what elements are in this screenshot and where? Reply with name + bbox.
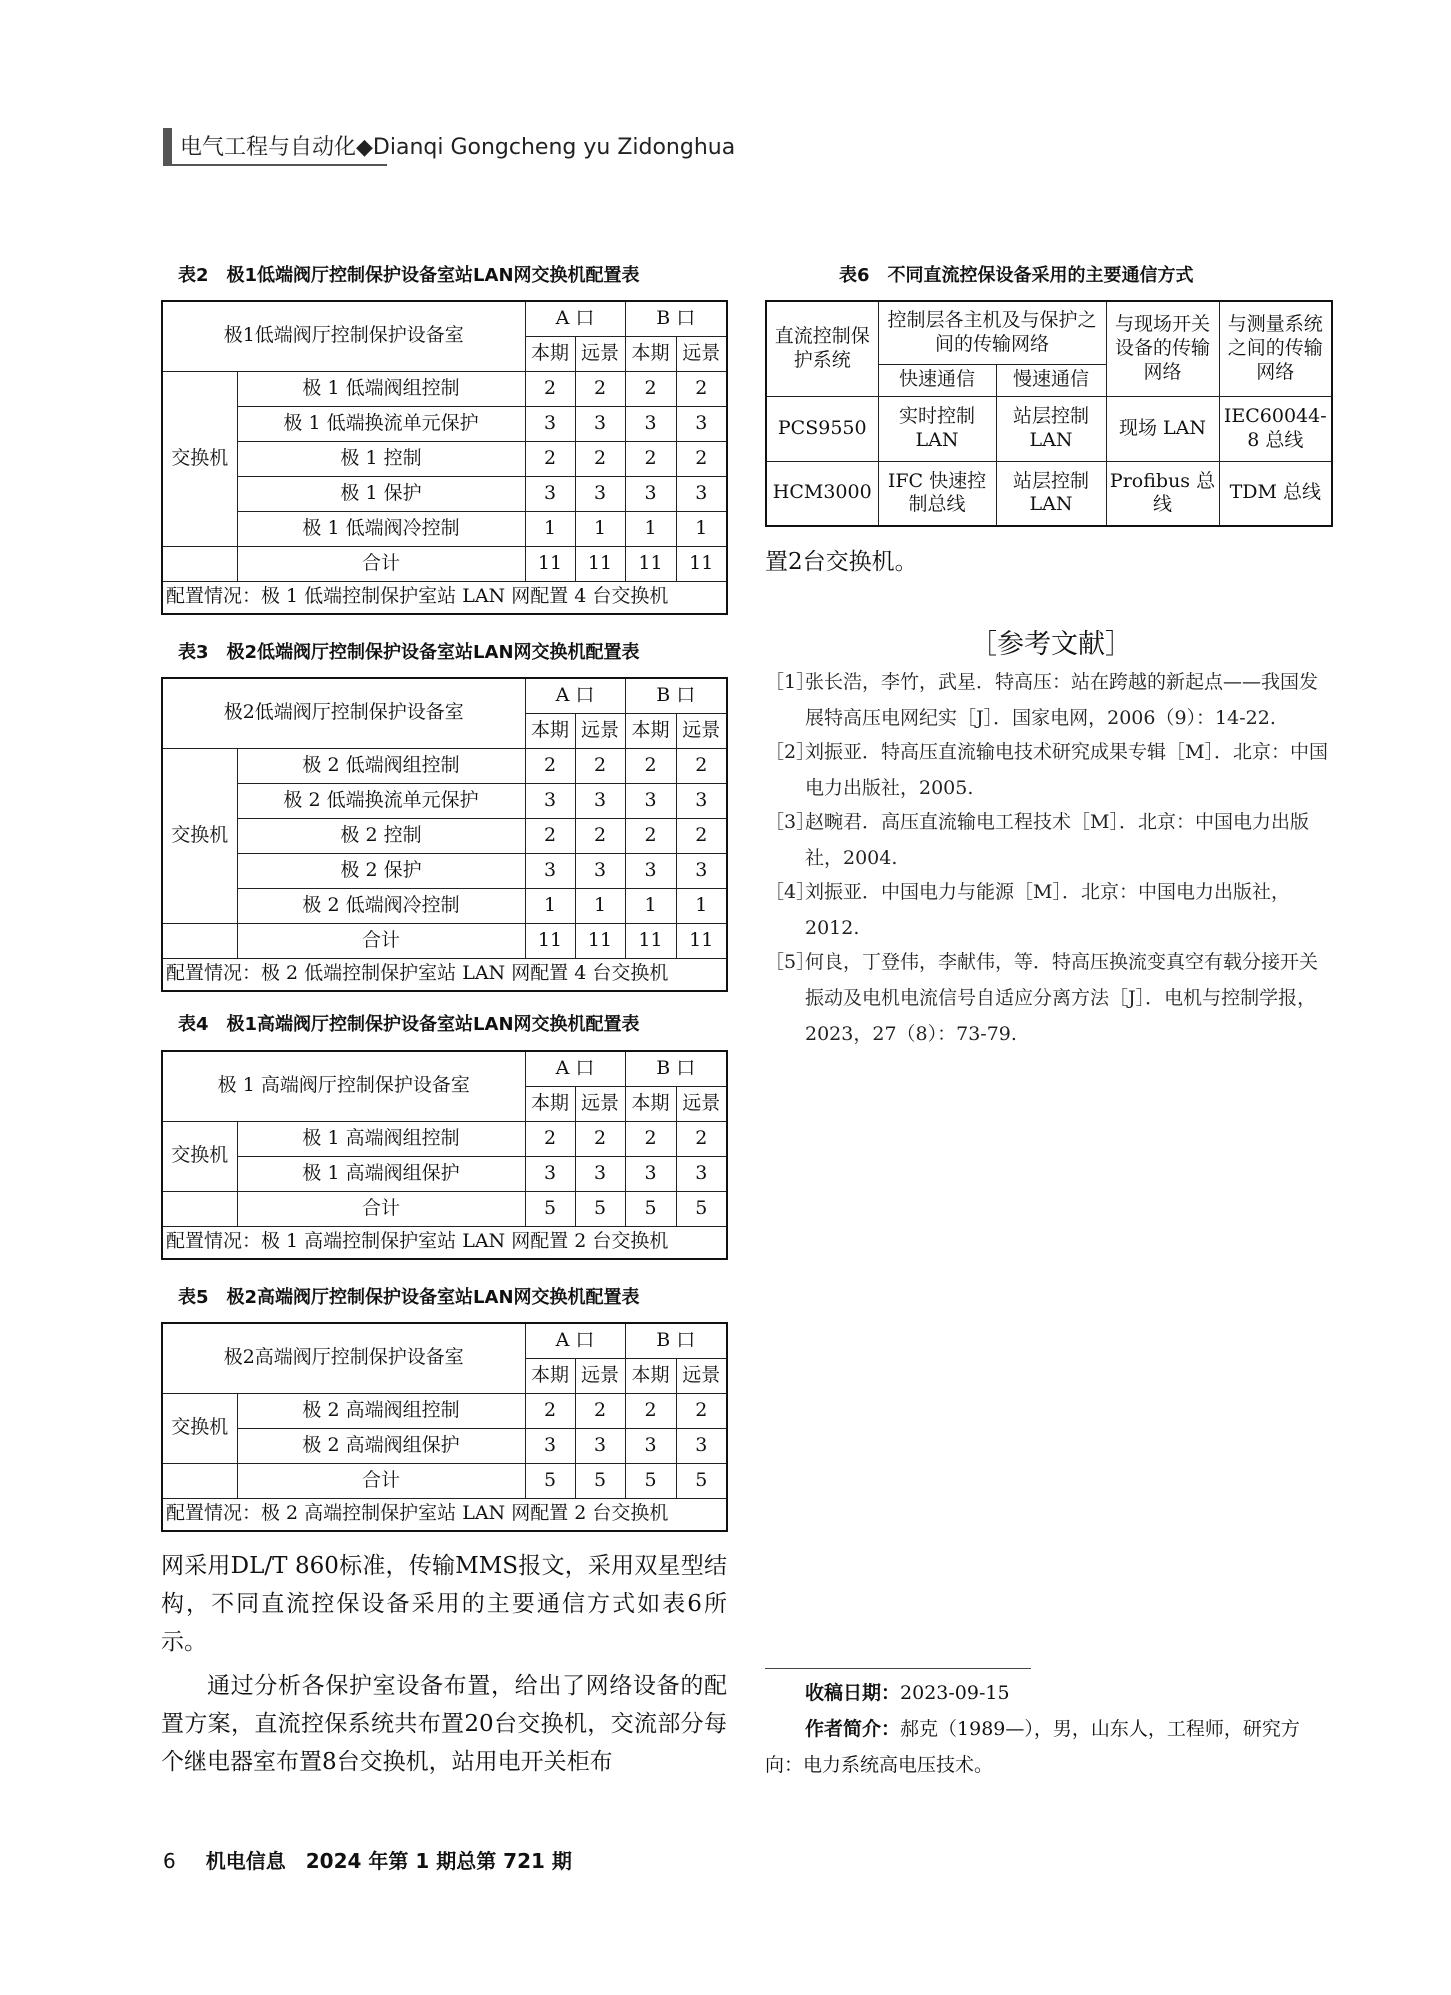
cell: 2 xyxy=(625,818,676,853)
row-name: 极 2 高端阀组控制 xyxy=(237,1393,525,1428)
received-date-label: 收稿日期： xyxy=(805,1682,901,1704)
cell: 2 xyxy=(575,1121,625,1156)
cell: 1 xyxy=(575,888,625,923)
cell: 3 xyxy=(575,406,625,441)
cell: 站层控制 LAN xyxy=(996,396,1106,461)
port-a-header: A 口 xyxy=(525,301,625,336)
cell: 5 xyxy=(625,1463,676,1498)
row-name: 极 1 高端阀组控制 xyxy=(237,1121,525,1156)
cell: 3 xyxy=(676,783,727,818)
row-name: 极 1 控制 xyxy=(237,441,525,476)
period-future: 远景 xyxy=(676,1358,727,1393)
row-name: 极 2 低端换流单元保护 xyxy=(237,783,525,818)
journal-issue: 机电信息 2024 年第 1 期总第 721 期 xyxy=(205,1849,572,1873)
header-field-network: 与现场开关设备的传输网络 xyxy=(1106,301,1219,396)
cell: 3 xyxy=(525,853,575,888)
cell: 5 xyxy=(625,1191,676,1226)
cell: 3 xyxy=(575,1156,625,1191)
reference-text: 赵畹君．高压直流输电工程技术［M］．北京：中国电力出版社，2004. xyxy=(805,811,1309,869)
cell: 2 xyxy=(575,441,625,476)
cell: 2 xyxy=(625,371,676,406)
cell: 3 xyxy=(625,476,676,511)
config-note: 配置情况：极 2 高端控制保护室站 LAN 网配置 2 台交换机 xyxy=(162,1498,727,1531)
period-future: 远景 xyxy=(676,713,727,748)
cell: 2 xyxy=(625,1393,676,1428)
period-current: 本期 xyxy=(525,713,575,748)
cell: 2 xyxy=(625,441,676,476)
reference-item xyxy=(765,874,1331,946)
cell: 站层控制 LAN xyxy=(996,461,1106,526)
header-underline xyxy=(163,164,387,166)
cell: 5 xyxy=(575,1191,625,1226)
reference-item xyxy=(765,664,1331,736)
system-name: PCS9550 xyxy=(766,396,878,461)
room-header: 极1低端阀厅控制保护设备室 xyxy=(162,301,525,371)
table-3 xyxy=(161,677,728,992)
row-name: 极 2 低端阀冷控制 xyxy=(237,888,525,923)
cell: 11 xyxy=(575,546,625,581)
cell: 1 xyxy=(625,888,676,923)
reference-text: 张长浩，李竹，武星．特高压：站在跨越的新起点——我国发展特高压电网纪实［J］．国家电网，2006（9）：14-22. xyxy=(805,671,1319,729)
period-future: 远景 xyxy=(575,1358,625,1393)
group-label: 交换机 xyxy=(162,371,237,546)
reference-text: 何良，丁登伟，李献伟，等．特高压换流变真空有载分接开关振动及电机电流信号自适应分离方法［J］．电机与控制学报，2023，27（8）：73-79. xyxy=(805,951,1319,1045)
cell: 3 xyxy=(575,783,625,818)
total-label: 合计 xyxy=(237,1463,525,1498)
page-number: 6 xyxy=(163,1849,176,1873)
room-header: 极 1 高端阀厅控制保护设备室 xyxy=(162,1051,525,1121)
cell: 1 xyxy=(676,511,727,546)
cell: 3 xyxy=(625,1428,676,1463)
footnote-rule xyxy=(765,1668,1031,1669)
cell: 1 xyxy=(625,511,676,546)
cell: 5 xyxy=(676,1191,727,1226)
port-b-header: B 口 xyxy=(625,1323,727,1358)
cell: 3 xyxy=(625,783,676,818)
cell: 3 xyxy=(676,1428,727,1463)
port-a-header: A 口 xyxy=(525,1323,625,1358)
cell: 2 xyxy=(676,818,727,853)
row-name: 极 1 低端阀冷控制 xyxy=(237,511,525,546)
row-name: 极 1 高端阀组保护 xyxy=(237,1156,525,1191)
cell: TDM 总线 xyxy=(1219,461,1332,526)
header-measure-network: 与测量系统之间的传输网络 xyxy=(1219,301,1332,396)
reference-item xyxy=(765,734,1331,806)
table-6 xyxy=(765,300,1333,527)
cell: 2 xyxy=(575,371,625,406)
cell: Profibus 总线 xyxy=(1106,461,1219,526)
cell: 3 xyxy=(525,1428,575,1463)
room-header: 极2低端阀厅控制保护设备室 xyxy=(162,678,525,748)
system-name: HCM3000 xyxy=(766,461,878,526)
running-header: 电气工程与自动化◆Dianqi Gongcheng yu Zidonghua xyxy=(180,135,736,160)
group-label: 交换机 xyxy=(162,1121,237,1191)
received-date xyxy=(805,1675,1335,1711)
cell: 3 xyxy=(525,1156,575,1191)
cell: 2 xyxy=(676,748,727,783)
table-5 xyxy=(161,1322,728,1532)
cell: 1 xyxy=(525,888,575,923)
cell: 3 xyxy=(625,406,676,441)
cell: 2 xyxy=(525,748,575,783)
reference-number: ［5］ xyxy=(765,951,816,973)
table-2 xyxy=(161,300,728,615)
cell: 11 xyxy=(676,546,727,581)
header-system: 直流控制保护系统 xyxy=(766,301,878,396)
table-5-caption: 表5 极2高端阀厅控制保护设备室站LAN网交换机配置表 xyxy=(178,1287,640,1308)
period-current: 本期 xyxy=(625,1086,676,1121)
cell: 2 xyxy=(676,1121,727,1156)
cell: 11 xyxy=(676,923,727,958)
cell: 3 xyxy=(575,476,625,511)
cell: 5 xyxy=(525,1191,575,1226)
header-fast: 快速通信 xyxy=(878,364,996,396)
cell: 3 xyxy=(575,853,625,888)
table-3-caption: 表3 极2低端阀厅控制保护设备室站LAN网交换机配置表 xyxy=(178,642,640,663)
row-name: 极 2 低端阀组控制 xyxy=(237,748,525,783)
cell: 3 xyxy=(676,476,727,511)
port-b-header: B 口 xyxy=(625,678,727,713)
port-b-header: B 口 xyxy=(625,1051,727,1086)
cell: 3 xyxy=(525,476,575,511)
table-4-caption: 表4 极1高端阀厅控制保护设备室站LAN网交换机配置表 xyxy=(178,1014,640,1035)
cell: 11 xyxy=(625,546,676,581)
cell: 1 xyxy=(676,888,727,923)
total-label: 合计 xyxy=(237,546,525,581)
reference-number: ［3］ xyxy=(765,811,816,833)
body-paragraph-1: 网采用DL/T 860标准，传输MMS报文，采用双星型结构，不同直流控保设备采用的主要通信方式如表6所示。 xyxy=(161,1553,727,1655)
cell: 2 xyxy=(575,818,625,853)
cell: 2 xyxy=(676,371,727,406)
cell: 11 xyxy=(575,923,625,958)
header-inner-network: 控制层各主机及与保护之间的传输网络 xyxy=(878,301,1106,364)
cell: 11 xyxy=(625,923,676,958)
cell: 5 xyxy=(525,1463,575,1498)
period-future: 远景 xyxy=(575,336,625,371)
references-title: ［参考文献］ xyxy=(970,629,1132,660)
reference-item xyxy=(765,804,1331,876)
cell: 2 xyxy=(676,441,727,476)
port-a-header: A 口 xyxy=(525,1051,625,1086)
period-current: 本期 xyxy=(525,1086,575,1121)
cell: 2 xyxy=(575,748,625,783)
header-slow: 慢速通信 xyxy=(996,364,1106,396)
cell: 1 xyxy=(525,511,575,546)
room-header: 极2高端阀厅控制保护设备室 xyxy=(162,1323,525,1393)
cell: 11 xyxy=(525,546,575,581)
row-name: 极 1 低端阀组控制 xyxy=(237,371,525,406)
cell: 2 xyxy=(625,1121,676,1156)
period-current: 本期 xyxy=(625,336,676,371)
cell: 11 xyxy=(525,923,575,958)
page-footer xyxy=(163,1845,572,1874)
cell: 2 xyxy=(525,818,575,853)
reference-number: ［1］ xyxy=(765,671,816,693)
port-b-header: B 口 xyxy=(625,301,727,336)
reference-text: 刘振亚．特高压直流输电技术研究成果专辑［M］．北京：中国电力出版社，2005. xyxy=(805,741,1328,799)
cell: 2 xyxy=(676,1393,727,1428)
cell: 5 xyxy=(676,1463,727,1498)
cell: 现场 LAN xyxy=(1106,396,1219,461)
cell: 2 xyxy=(525,1393,575,1428)
author-info-label: 作者简介： xyxy=(805,1718,901,1740)
row-name: 极 2 高端阀组保护 xyxy=(237,1428,525,1463)
cell: 2 xyxy=(525,441,575,476)
table-4 xyxy=(161,1050,728,1260)
table-2-caption: 表2 极1低端阀厅控制保护设备室站LAN网交换机配置表 xyxy=(178,265,640,286)
period-current: 本期 xyxy=(525,336,575,371)
header-bar xyxy=(163,128,172,164)
cell: 实时控制 LAN xyxy=(878,396,996,461)
cell: 3 xyxy=(625,853,676,888)
config-note: 配置情况：极 1 高端控制保护室站 LAN 网配置 2 台交换机 xyxy=(162,1226,727,1259)
body-paragraph-2: 通过分析各保护室设备布置，给出了网络设备的配置方案，直流控保系统共布置20台交换机，交流部分每个继电器室布置8台交换机，站用电开关柜布 xyxy=(161,1673,727,1775)
period-current: 本期 xyxy=(625,1358,676,1393)
period-current: 本期 xyxy=(625,713,676,748)
config-note: 配置情况：极 1 低端控制保护室站 LAN 网配置 4 台交换机 xyxy=(162,581,727,614)
row-name: 极 1 低端换流单元保护 xyxy=(237,406,525,441)
cell: 3 xyxy=(575,1428,625,1463)
cell: 3 xyxy=(525,783,575,818)
table-6-caption: 表6 不同直流控保设备采用的主要通信方式 xyxy=(839,265,1194,286)
config-note: 配置情况：极 2 低端控制保护室站 LAN 网配置 4 台交换机 xyxy=(162,958,727,991)
author-info-value: 郝克（1989—），男，山东人，工程师，研究方向：电力系统高电压技术。 xyxy=(765,1718,1300,1776)
cell: 3 xyxy=(625,1156,676,1191)
right-continuation-text: 置2台交换机。 xyxy=(765,549,918,575)
row-name: 极 1 保护 xyxy=(237,476,525,511)
period-future: 远景 xyxy=(575,1086,625,1121)
cell: 2 xyxy=(625,748,676,783)
cell: 1 xyxy=(575,511,625,546)
group-label: 交换机 xyxy=(162,1393,237,1463)
port-a-header: A 口 xyxy=(525,678,625,713)
reference-number: ［2］ xyxy=(765,741,816,763)
row-name: 极 2 保护 xyxy=(237,853,525,888)
cell: 2 xyxy=(525,371,575,406)
reference-item xyxy=(765,944,1331,1052)
group-label: 交换机 xyxy=(162,748,237,923)
reference-number: ［4］ xyxy=(765,881,816,903)
cell: 3 xyxy=(525,406,575,441)
cell: 3 xyxy=(676,406,727,441)
cell: IFC 快速控制总线 xyxy=(878,461,996,526)
author-info xyxy=(765,1711,1331,1783)
cell: 2 xyxy=(525,1121,575,1156)
received-date-value: 2023-09-15 xyxy=(900,1682,1010,1704)
cell: IEC60044-8 总线 xyxy=(1219,396,1332,461)
period-future: 远景 xyxy=(676,1086,727,1121)
cell: 3 xyxy=(676,1156,727,1191)
period-future: 远景 xyxy=(676,336,727,371)
cell: 5 xyxy=(575,1463,625,1498)
cell: 3 xyxy=(676,853,727,888)
cell: 2 xyxy=(575,1393,625,1428)
period-current: 本期 xyxy=(525,1358,575,1393)
total-label: 合计 xyxy=(237,1191,525,1226)
row-name: 极 2 控制 xyxy=(237,818,525,853)
reference-text: 刘振亚．中国电力与能源［M］．北京：中国电力出版社，2012. xyxy=(805,881,1290,939)
period-future: 远景 xyxy=(575,713,625,748)
total-label: 合计 xyxy=(237,923,525,958)
